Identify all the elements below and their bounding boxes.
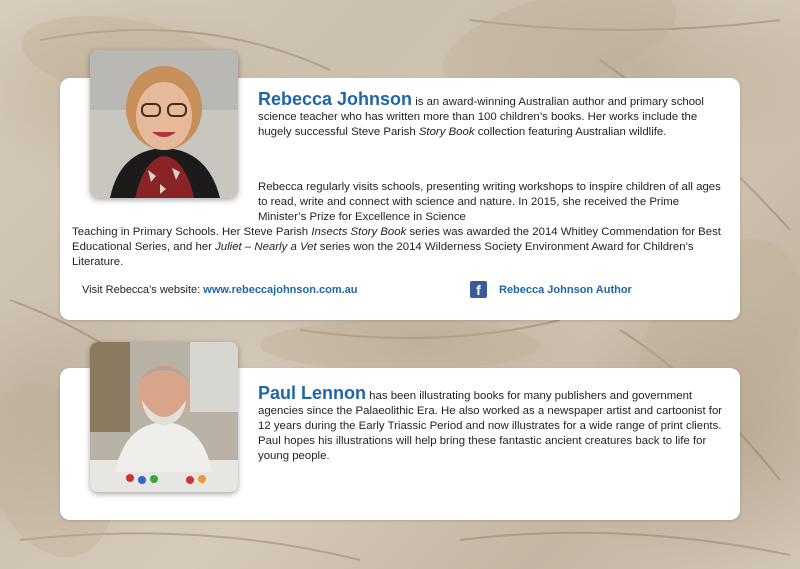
rebecca-bio-para2-top: Rebecca regularly visits schools, presenting writing workshops to inspire children of all ages to read, write and connect with science and nature. In 2015, she received the Prime Minister’s Prize for Excellence in Science [258, 181, 721, 223]
paul-lennon-photo [90, 342, 238, 492]
rebecca-bio-intro: Rebecca Johnson is an award-winning Australian author and primary school science teacher who has written more than 100 children’s books. Her works include the hugely successful Steve Parish Story Book collection featuring Australian wildlife. [258, 89, 704, 138]
website-row [82, 284, 358, 296]
paul-bio: Paul Lennon has been illustrating books for many publishers and government agencies since the Palaeolithic Era. He also worked as a newspaper artist and cartoonist for 12 years during the Early Triassic Period and now illustrates for a wide range of print clients. Paul hopes his illustrations will help bring these fantastic ancient creatures back to life for young people. [258, 383, 723, 462]
website-label: Visit Rebecca’s website: [82, 284, 204, 296]
paul-bio-card [60, 368, 740, 520]
paul-name: Paul Lennon [258, 383, 366, 403]
facebook-link[interactable] [470, 281, 632, 298]
rebecca-bio-card [60, 78, 740, 320]
website-link[interactable]: www.rebeccajohnson.com.au [203, 284, 358, 296]
facebook-icon: f [470, 281, 487, 298]
rebecca-bio-para2-bottom: Teaching in Primary Schools. Her Steve Parish Insects Story Book series was awarded the 2014 Whitley Commendation for Best Educational Series, and her Juliet – Nearly a Vet series won the 2014 Wilderness Society Environment Award for Children’s Literature. [72, 226, 721, 268]
rebecca-name: Rebecca Johnson [258, 89, 413, 109]
rebecca-johnson-photo [90, 50, 238, 198]
facebook-label: Rebecca Johnson Author [499, 283, 632, 296]
